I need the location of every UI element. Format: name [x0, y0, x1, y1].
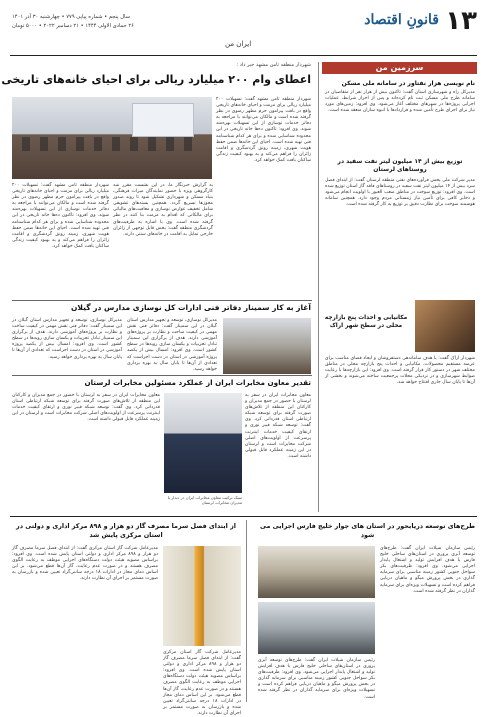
section-name: ایران من: [225, 40, 252, 48]
issue-line: سال پنجم • شماره پیاپی ۷۷۹ • چهارشنبه ۳۰ آذر ۱۴۰۱: [12, 14, 130, 20]
lead-headline: اعطای وام ۲۰۰ میلیارد ریالی برای احیای خانه‌های تاریخی: [1, 73, 311, 86]
lead-photo-screen: [132, 103, 194, 137]
gas-body: مدیرعامل شرکت گاز استان مرکزی گفت: از ابتدای فصل سرما مصرف گاز دو هزار و ۸۹۸ مرکز اداری و دولتی استان پایش شده است. وی افزود: براساس مصوبه هیئت دولت دستگاه‌های اجرایی موظف به رعایت الگوی مصرف هستند و در صورت عدم رعایت، گاز آن‌ها قطع می‌شود. بر این اساس دمای مجاز در ادارات ۱۸ درجه سانتی‌گراد تعیین شده و بازرسان به صورت مستمر بر اجرای آن نظارت دارند.: [12, 546, 158, 582]
sidebar-border: [318, 62, 319, 512]
sidebar-headline: توزیع بیش از ۱۴ میلیون لیتر نفت سفید در روستاهای لرستان: [337, 158, 463, 173]
section-rule: [12, 300, 312, 301]
lorestan-photo: [164, 393, 242, 493]
sidebar-story-text: مدیرکل راه و شهرسازی استان گفت: تاکنون بیش از هزار نفر از متقاضیان در سامانه طرح ملی مسکن ثبت نام کرده‌اند و پس از احراز شرایط، عملیات اجرایی پروژه‌ها در شهرهای مختلف آغاز می‌شود. وی افزود: زمین‌های مورد نیاز برای اجرای طرح تأمین شده و قراردادها با انبوه سازان منعقد شده است.: [325, 90, 475, 114]
lead-kicker: شهردار منطقه ثامن مشهد خبر داد :: [236, 62, 311, 68]
lorestan-body: معاون مخابرات ایران در سفر به لرستان با حضور در جمع مدیران و کارکنان این منطقه از تلاش‌های صورت گرفته برای توسعه شبکه ارتباطی استان قدردانی کرد. وی گفت: توسعه شبکه فیبر نوری و ارتقای کیفیت خدمات اینترنت پرسرعت از اولویت‌های اصلی شرکت مخابرات است و لرستان در این زمینه عملکرد قابل قبولی داشته است.: [245, 393, 311, 459]
sidebar-headline: مکانیابی و احداث پنج بازارچه محلی در سطح شهر اراک: [324, 315, 408, 329]
lorestan-headline: تقدیر معاون مخابرات ایران از عملکرد مسئولین مخابرات لرستان: [84, 378, 311, 387]
fars-photo: [258, 602, 375, 654]
issue-line: ۲۶ جمادی الاولی ۱۴۴۴ • ۲۱ دسامبر ۲۰۲۲ • ۵۰۰۰ تومان: [12, 23, 134, 29]
column-rule: [246, 520, 247, 702]
fars-photo: [258, 546, 375, 598]
sidebar-headline: نام نویسی هزار نفتاور در سامانه ملی مسکن: [341, 80, 475, 87]
lorestan-photo-caption: سبک ترکیب معاون مخابرات ایران در دیدار با مدیران مخابرات لرستان: [167, 495, 242, 505]
lead-photo-people: [22, 137, 202, 151]
bottom-rule: [10, 516, 477, 517]
lead-body: به گزارش خبرنگار ما، در این نشست مقرر شد کارگروهی ویژه با حضور نمایندگان میراث فرهنگی، بنیاد مسکن و شهرداری تشکیل شود تا روند صدور مجوزها تسریع گردد. همچنین بسته‌های تشویقی شامل تخفیف عوارض نوسازی و معافیت‌های مالیاتی برای مالکانی که اقدام به مرمت بنا کنند در نظر گرفته شده است. وی با اشاره به ظرفیت‌های گردشگری منطقه گفت: بخش قابل توجهی از زائران خارجی تمایل به اقامت در خانه‌های سنتی دارند.: [113, 183, 213, 237]
gas-photo: [163, 546, 241, 646]
sidebar-story-text: شهردار اراک گفت: با هدف ساماندهی دستفروشان و ایجاد فضای مناسب برای عرضه مستقیم محصولات، مکانیابی و احداث پنج بازارچه محلی در مناطق مختلف شهر در دستور کار قرار گرفته است. وی افزود: این بازارچه‌ها با رعایت ضوابط شهرسازی و در نزدیکی محلات پرجمعیت ساخته می‌شوند و بخشی از آن‌ها تا پایان سال جاری افتتاح خواهد شد.: [325, 356, 475, 386]
gilan-body: مدیرکل نوسازی، توسعه و تجهیز مدارس استان گیلان در این سمینار گفت: دفاتر فنی نقش مهمی در کیفیت ساخت و نظارت بر پروژه‌های آموزشی دارند. هدف از برگزاری این سمینار تبادل تجربیات و یکسان سازی رویه‌ها در سطح کشور است. وی افزود: امسال بیش از یکصد پروژه آموزشی در استان در دست اجراست که تعدادی از آن‌ها تا پایان سال به بهره برداری خواهد رسید.: [12, 318, 122, 360]
fars-headline: طرح‌های توسعه دریابحور در استان های جوار خلیج فارس اجرایی می شود: [260, 522, 475, 539]
page-number: ۱۳: [445, 6, 477, 36]
lorestan-body: معاون مخابرات ایران در سفر به لرستان با حضور در جمع مدیران و کارکنان این منطقه از تلاش‌های صورت گرفته برای توسعه شبکه ارتباطی استان قدردانی کرد. وی گفت: توسعه شبکه فیبر نوری و ارتقای کیفیت خدمات اینترنت پرسرعت از اولویت‌های اصلی شرکت مخابرات است و لرستان در این زمینه عملکرد قابل قبولی داشته است.: [12, 393, 160, 423]
sidebar-title: سرزمین من: [322, 62, 477, 74]
sidebar-photo: [415, 300, 475, 352]
gilan-photo: [223, 318, 311, 374]
fars-body: رئیس سازمان شیلات ایران گفت: طرح‌های توسعه آبزی پروری در استان‌های ساحلی خلیج فارس با هدف افزایش تولید و اشتغال پایدار اجرایی می‌شود. وی افزود: ظرفیت‌های بکر سواحل جنوبی کشور زمینه مناسبی برای سرمایه گذاری در بخش پرورش میگو و ماهیان دریایی فراهم کرده است و تسهیلات ویژه‌ای برای سرمایه گذاران در نظر گرفته شده است.: [380, 546, 475, 594]
sidebar-story-text: مدیر شرکت ملی پخش فرآورده‌های نفتی منطقه لرستان گفت: از ابتدای فصل سرد بیش از ۱۴ میلیون لیتر نفت سفید در روستاهای فاقد گاز استان توزیع شده است. وی افزود: توزیع سوخت در مناطق صعب العبور با اولویت انجام می‌شود و ذخایر کافی برای تأمین نیاز زمستانی مردم وجود دارد. همچنین سامانه هوشمند سوخت برای نظارت دقیق بر توزیع به کار گرفته شده است.: [325, 178, 475, 208]
lead-body: شهردار منطقه ثامن مشهد گفت: تسهیلات ۲۰۰ میلیارد ریالی برای مرمت و احیای خانه‌های تاریخی واقع در بافت پیرامون حرم مطهر رضوی در نظر گرفته شده است و مالکان می‌توانند با مراجعه به دفاتر خدمات نوسازی از این تسهیلات بهره‌مند شوند. وی افزود: تاکنون ده‌ها خانه تاریخی در این محدوده شناسایی شده و برای هر کدام شناسنامه فنی تهیه شده است. احیای این خانه‌ها ضمن حفظ هویت شهری، زمینه رونق گردشگری و اقامت زائران را فراهم می‌کند و به بهبود کیفیت زندگی ساکنان بافت کمک خواهد کرد.: [12, 183, 109, 249]
gas-headline: از ابتدای فصل سرما مصرف گاز دو هزار و ۸۹۸ مرکز اداری و دولتی در استان مرکزی پایش شد: [16, 522, 236, 539]
gilan-headline: آغاز به کار سمینار دفاتر فنی ادارات کل نوسازی مدارس در گیلان: [71, 303, 311, 312]
gilan-body: مدیرکل نوسازی، توسعه و تجهیز مدارس استان گیلان در این سمینار گفت: دفاتر فنی نقش مهمی در کیفیت ساخت و نظارت بر پروژه‌های آموزشی دارند. هدف از برگزاری این سمینار تبادل تجربیات و یکسان سازی رویه‌ها در سطح کشور است. وی افزود: امسال بیش از یکصد پروژه آموزشی در استان در دست اجراست که تعدادی از آن‌ها تا پایان سال به بهره برداری خواهد رسید.: [127, 318, 217, 372]
masthead-rule: [10, 55, 477, 56]
gas-body: مدیرعامل شرکت گاز استان مرکزی گفت: از ابتدای فصل سرما مصرف گاز دو هزار و ۸۹۸ مرکز اداری و دولتی استان پایش شده است. وی افزود: براساس مصوبه هیئت دولت دستگاه‌های اجرایی موظف به رعایت الگوی مصرف هستند و در صورت عدم رعایت، گاز آن‌ها قطع می‌شود. بر این اساس دمای مجاز در ادارات ۱۸ درجه سانتی‌گراد تعیین شده و بازرسان به صورت مستمر بر اجرای آن نظارت دارند.: [163, 650, 242, 716]
lead-body: شهردار منطقه ثامن مشهد گفت: تسهیلات ۲۰۰ میلیارد ریالی برای مرمت و احیای خانه‌های تاریخی واقع در بافت پیرامون حرم مطهر رضوی در نظر گرفته شده است و مالکان می‌توانند با مراجعه به دفاتر خدمات نوسازی از این تسهیلات بهره‌مند شوند. وی افزود: تاکنون ده‌ها خانه تاریخی در این محدوده شناسایی شده و برای هر کدام شناسنامه فنی تهیه شده است. احیای این خانه‌ها ضمن حفظ هویت شهری، زمینه رونق گردشگری و اقامت زائران را فراهم می‌کند و به بهبود کیفیت زندگی ساکنان بافت کمک خواهد کرد.: [216, 97, 311, 163]
lead-photo: [12, 97, 212, 179]
fars-body: رئیس سازمان شیلات ایران گفت: طرح‌های توسعه آبزی پروری در استان‌های ساحلی خلیج فارس با هدف افزایش تولید و اشتغال پایدار اجرایی می‌شود. وی افزود: ظرفیت‌های بکر سواحل جنوبی کشور زمینه مناسبی برای سرمایه گذاری در بخش پرورش میگو و ماهیان دریایی فراهم کرده است و تسهیلات ویژه‌ای برای سرمایه گذاران در نظر گرفته شده است.: [258, 658, 375, 700]
section-rule: [12, 375, 312, 376]
logo: قانونِ اقتصاد: [364, 12, 439, 28]
